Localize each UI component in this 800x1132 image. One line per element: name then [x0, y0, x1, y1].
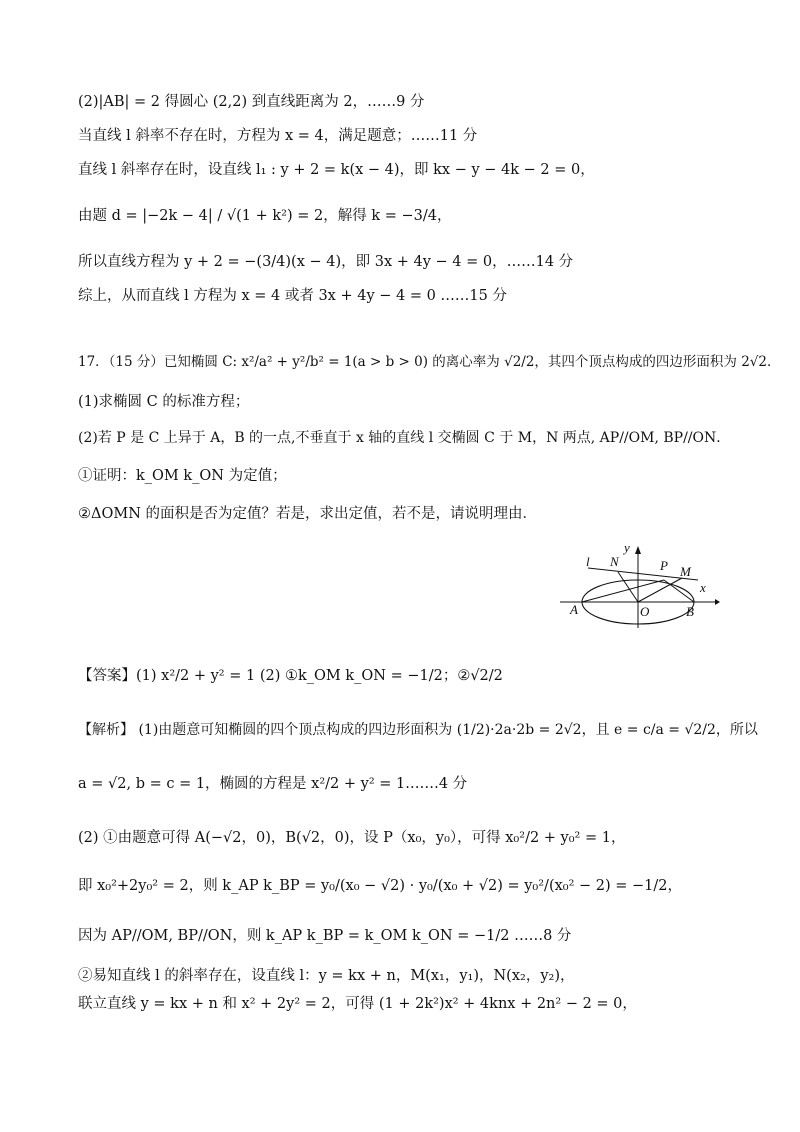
y-axis-arrow: [635, 546, 641, 554]
analysis-line-5: 因为 AP//OM, BP//ON，则 k_AP k_BP = k_OM k_ON = −1/2 ……8 分: [78, 928, 572, 944]
analysis-line-2: a = √2, b = c = 1，椭圆的方程是 x²/2 + y² = 1.……4 分: [78, 776, 468, 792]
label-l: l: [586, 554, 590, 569]
text-line-5: 所以直线方程为 y + 2 = −(3/4)(x − 4)，即 3x + 4y − 4 = 0，……14 分: [78, 254, 574, 270]
label-o: O: [640, 604, 650, 619]
analysis-line-7: 联立直线 y = kx + n 和 x² + 2y² = 2，可得 (1 + 2k²)x² + 4knx + 2n² − 2 = 0，: [78, 996, 637, 1012]
problem-17-part-1: (1)求椭圆 C 的标准方程；: [78, 394, 250, 410]
text-line-1: (2)|AB| = 2 得圆心 (2,2) 到直线距离为 2，……9 分: [78, 94, 425, 110]
ellipse-diagram: [560, 540, 720, 630]
segment-bp: [664, 580, 694, 602]
label-m: M: [680, 564, 691, 579]
problem-17-part-2: (2)若 P 是 C 上异于 A，B 的一点,不垂直于 x 轴的直线 l 交椭圆 C 于 M，N 两点, AP//OM, BP//ON．: [78, 430, 731, 446]
label-a: A: [570, 602, 578, 617]
analysis-line-1: 【解析】 (1)由题意可知椭圆的四个顶点构成的四边形面积为 (1/2)·2a·2b = 2√2，且 e = c/a = √2/2，所以: [78, 722, 758, 738]
analysis-line-6: ②易知直线 l 的斜率存在，设直线 l：y = kx + n，M(x₁，y₁)，N(x₂，y₂)，: [78, 968, 575, 984]
label-n: N: [610, 554, 619, 569]
analysis-line-4: 即 x₀²+2y₀² = 2，则 k_AP k_BP = y₀/(x₀ − √2) · y₀/(x₀ + √2) = y₀²/(x₀² − 2) = −1/2，: [78, 878, 683, 894]
segment-ap: [582, 580, 664, 602]
problem-17-part-2-1: ①证明：k_OM k_ON 为定值；: [78, 468, 287, 484]
problem-17-part-2-2: ②ΔOMN 的面积是否为定值？若是，求出定值，若不是，请说明理由．: [78, 506, 537, 522]
ellipse-figure: [560, 540, 720, 630]
text-line-2: 当直线 l 斜率不存在时，方程为 x = 4，满足题意；……11 分: [78, 128, 478, 144]
label-x: x: [700, 580, 706, 595]
analysis-line-3: (2) ①由题意可得 A(−√2，0)，B(√2，0)，设 P（x₀，y₀），可得 x₀²/2 + y₀² = 1，: [78, 830, 626, 846]
label-y: y: [624, 540, 630, 555]
answer-line: 【答案】(1) x²/2 + y² = 1 (2) ①k_OM k_ON = −1/2；②√2/2: [78, 668, 503, 684]
label-b: B: [686, 604, 694, 619]
text-line-4: 由题 d = |−2k − 4| / √(1 + k²) = 2，解得 k = −3/4，: [78, 208, 452, 224]
text-line-3: 直线 l 斜率存在时，设直线 l₁ : y + 2 = k(x − 4)，即 kx − y − 4k − 2 = 0，: [78, 162, 595, 178]
text-line-6: 综上，从而直线 l 方程为 x = 4 或者 3x + 4y − 4 = 0 ……15 分: [78, 288, 507, 304]
problem-17-statement: 17．（15 分）已知椭圆 C: x²/a² + y²/b² = 1(a > b > 0) 的离心率为 √2/2，其四个顶点构成的四边形面积为 2√2．: [78, 354, 781, 370]
x-axis-arrow: [715, 599, 720, 605]
segment-on: [618, 572, 638, 602]
label-p: P: [660, 558, 668, 573]
